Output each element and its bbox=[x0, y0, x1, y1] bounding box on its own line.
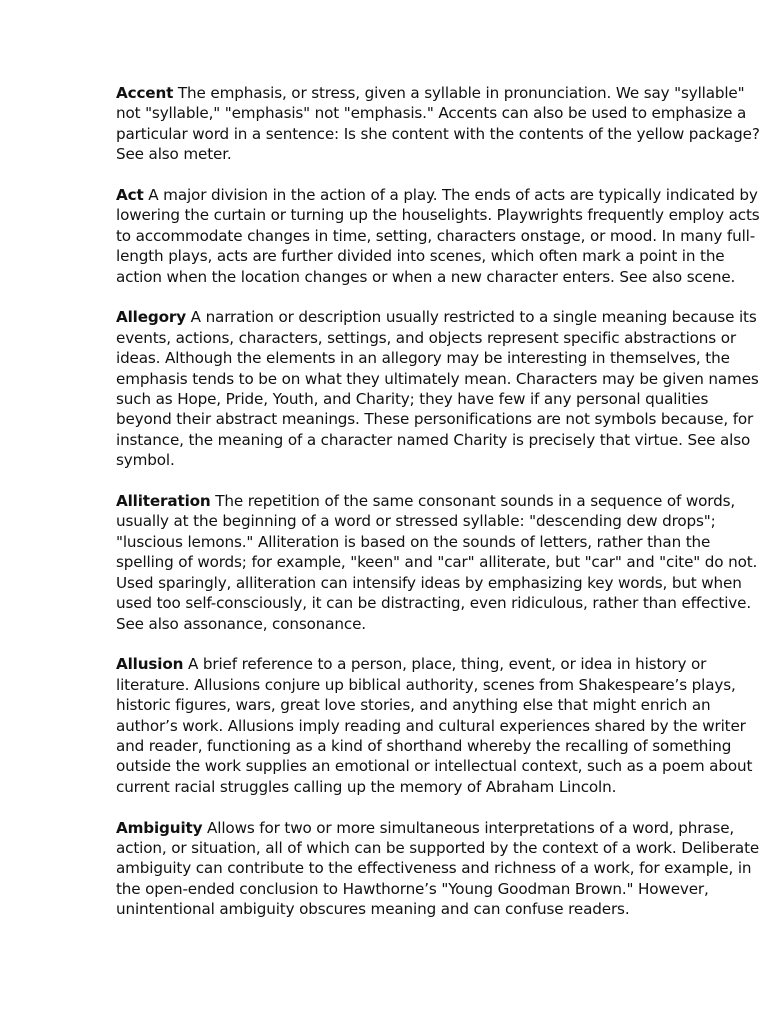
glossary-definition: The repetition of the same consonant sounds in a sequence of words, usually at the beginning of a word or stressed syllable: "descending dew drops"; "luscious lemons." Alliteration is based on the sounds of letters, rather than the spelling of words; for example, "keen" and "car" alliterate, but "car" and "cite" do not. Used sparingly, alliteration can intensify ideas by emphasizing key words, but when used too self-consciously, it can be distracting, even ridiculous, rather than effective. See also assonance, consonance. bbox=[116, 492, 758, 633]
glossary-entry-accent bbox=[116, 83, 764, 165]
glossary-term: Allusion bbox=[116, 655, 184, 674]
glossary-entry-alliteration bbox=[116, 491, 764, 634]
glossary-definition: A narration or description usually restricted to a single meaning because its events, actions, characters, settings, and objects represent specific abstractions or ideas. Although the elements in an allegory may be interesting in themselves, the emphasis tends to be on what they ultimately mean. Characters may be given names such as Hope, Pride, Youth, and Charity; they have few if any personal qualities beyond their abstract meanings. These personifications are not symbols because, for instance, the meaning of a character named Charity is precisely that virtue. See also symbol. bbox=[116, 308, 759, 470]
glossary-page bbox=[116, 83, 764, 940]
glossary-term: Alliteration bbox=[116, 492, 211, 511]
glossary-definition: Allows for two or more simultaneous interpretations of a word, phrase, action, or situation, all of which can be supported by the context of a work. Deliberate ambiguity can contribute to the effectiveness and richness of a work, for example, in the open-ended conclusion to Hawthorne’s "Young Goodman Brown." However, unintentional ambiguity obscures meaning and can confuse readers. bbox=[116, 818, 760, 919]
glossary-definition: A major division in the action of a play. The ends of acts are typically indicated by lowering the curtain or turning up the houselights. Playwrights frequently employ acts to accommodate changes in time, setting, characters onstage, or mood. In many full-length plays, acts are further divided into scenes, which often mark a point in the action when the location changes or when a new character enters. See also scene. bbox=[116, 186, 760, 286]
glossary-definition: The emphasis, or stress, given a syllable in pronunciation. We say "syllable" not "syllable," "emphasis" not "emphasis." Accents can also be used to emphasize a particular word in a sentence: Is she content with the contents of the yellow package? See also meter. bbox=[116, 84, 760, 164]
glossary-entry-act bbox=[116, 185, 764, 287]
glossary-entry-ambiguity bbox=[116, 818, 764, 920]
glossary-definition: A brief reference to a person, place, thing, event, or idea in history or literature. Allusions conjure up biblical authority, scenes from Shakespeare’s plays, historic figures, wars, great love stories, and anything else that might enrich an author’s work. Allusions imply reading and cultural experiences shared by the writer and reader, functioning as a kind of shorthand whereby the recalling of something outside the work supplies an emotional or intellectual context, such as a poem about current racial struggles calling up the memory of Abraham Lincoln. bbox=[116, 655, 753, 796]
glossary-entry-allusion bbox=[116, 654, 764, 797]
glossary-term: Allegory bbox=[116, 308, 186, 327]
glossary-term: Ambiguity bbox=[116, 818, 203, 837]
glossary-term: Act bbox=[116, 186, 144, 205]
glossary-entry-allegory bbox=[116, 307, 764, 470]
glossary-term: Accent bbox=[116, 84, 174, 102]
